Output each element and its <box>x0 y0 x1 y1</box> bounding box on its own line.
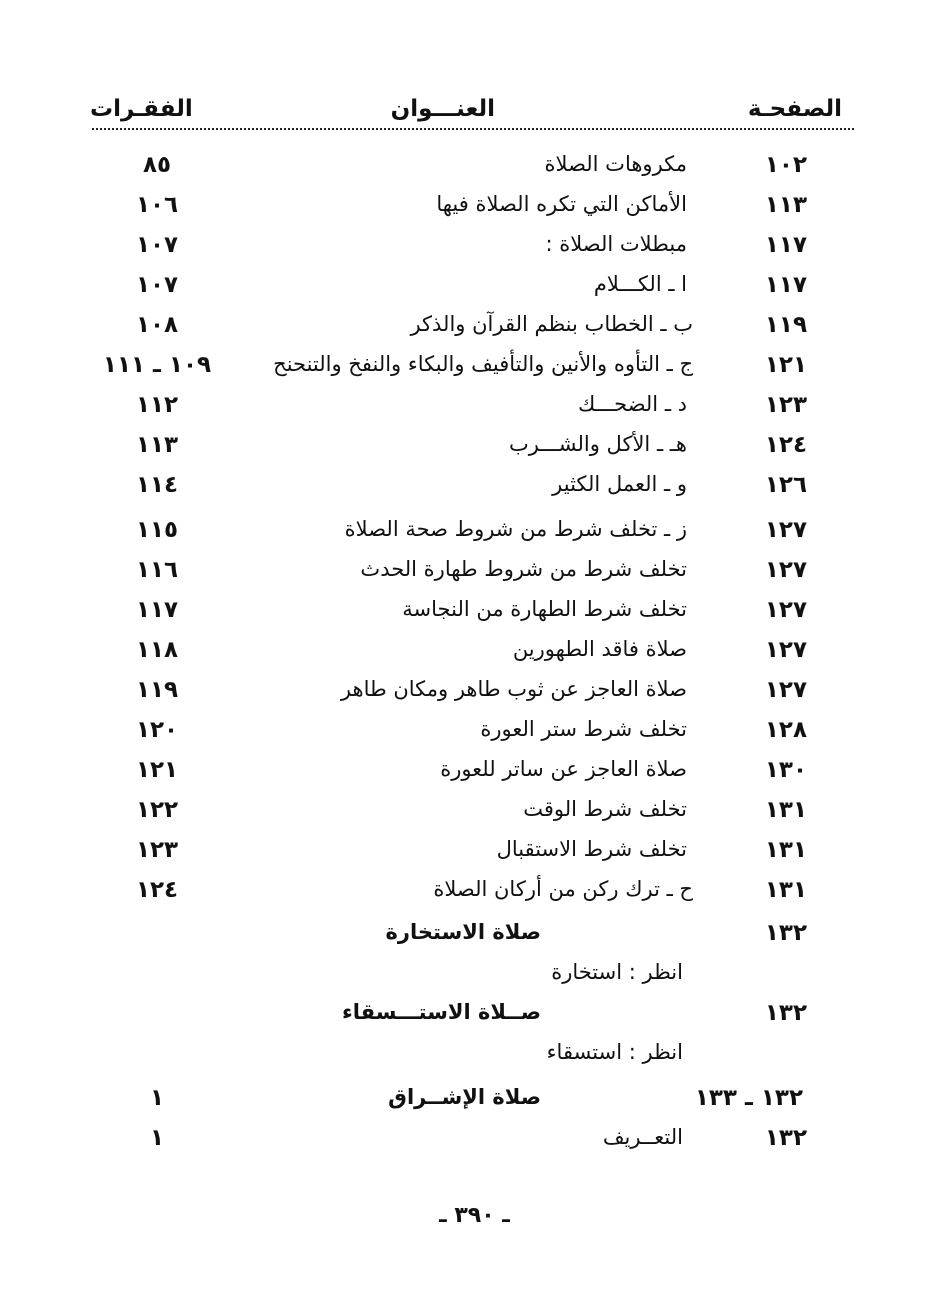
paragraphs-column-header: الفقـرات <box>90 96 193 122</box>
header-dotted-divider <box>92 128 854 130</box>
row-page: ١٣٢ <box>764 1125 807 1151</box>
row-title: تخلف شرط الطهارة من النجاسة <box>402 597 687 621</box>
row-paragraphs: ١١٨ <box>135 637 179 663</box>
table-row <box>0 797 949 831</box>
row-title: هـ ـ الأكل والشـــرب <box>508 432 687 456</box>
row-title: تخلف شرط ستر العورة <box>480 717 687 741</box>
table-row <box>0 1000 949 1034</box>
row-page: ١٢١ <box>764 352 807 378</box>
row-title: ج ـ التأوه والأنين والتأفيف والبكاء والنفخ والتنحنح <box>273 352 693 376</box>
row-page: ١٢٧ <box>764 557 807 583</box>
row-page: ١٠٢ <box>764 152 807 178</box>
row-title: التعــريف <box>602 1125 683 1149</box>
table-row <box>0 152 949 186</box>
row-paragraphs: ١١٤ <box>135 472 179 498</box>
row-paragraphs: ١١٧ <box>135 597 179 623</box>
row-title: ز ـ تخلف شرط من شروط صحة الصلاة <box>344 517 687 541</box>
table-row <box>0 312 949 346</box>
row-title: الأماكن التي تكره الصلاة فيها <box>436 192 687 216</box>
row-page: ١٣١ <box>764 797 807 823</box>
row-paragraphs: ١١٩ <box>135 677 179 703</box>
row-paragraphs: ١٢١ <box>135 757 179 783</box>
table-row <box>0 352 949 386</box>
row-title: صــلاة الاستـــسقاء <box>342 1000 541 1024</box>
row-paragraphs: ١٠٧ <box>135 272 179 298</box>
row-title: تخلف شرط الوقت <box>523 797 687 821</box>
row-page: ١٣٠ <box>764 757 807 783</box>
row-page: ١٣١ <box>764 837 807 863</box>
row-paragraphs: ١٠٦ <box>135 192 179 218</box>
row-paragraphs: ١٠٨ <box>135 312 179 338</box>
table-row <box>0 1040 949 1074</box>
row-title: صلاة الاستخارة <box>385 920 541 944</box>
row-page: ١٢٤ <box>764 432 807 458</box>
row-title: صلاة العاجز عن ثوب طاهر ومكان طاهر <box>340 677 687 701</box>
row-paragraphs: ١٢٤ <box>135 877 179 903</box>
row-paragraphs: ١١٢ <box>135 392 179 418</box>
table-row <box>0 232 949 266</box>
row-page: ١٣٢ ـ ١٣٣ <box>694 1085 803 1111</box>
row-page: ١٣١ <box>764 877 807 903</box>
row-title: تخلف شرط الاستقبال <box>496 837 687 861</box>
row-title: مبطلات الصلاة : <box>545 232 687 256</box>
table-row <box>0 717 949 751</box>
table-row <box>0 392 949 426</box>
row-title: صلاة الإشــراق <box>388 1085 541 1109</box>
row-page: ١٢٧ <box>764 517 807 543</box>
row-paragraphs: ٨٥ <box>142 152 172 178</box>
page-number: ـ ٣٩٠ ـ <box>439 1203 510 1228</box>
table-row <box>0 877 949 911</box>
table-row <box>0 637 949 671</box>
row-paragraphs: ١٢٣ <box>135 837 179 863</box>
table-row <box>0 517 949 551</box>
row-paragraphs: ١١٣ <box>135 432 179 458</box>
row-page: ١١٧ <box>764 232 807 258</box>
table-row <box>0 432 949 466</box>
table-row <box>0 1085 949 1119</box>
table-row <box>0 960 949 994</box>
row-title: ب ـ الخطاب بنظم القرآن والذكر <box>410 312 693 336</box>
row-page: ١١٣ <box>764 192 807 218</box>
row-paragraphs: ١٠٩ ـ ١١١ <box>102 352 212 378</box>
table-row <box>0 757 949 791</box>
row-title: و ـ العمل الكثير <box>552 472 687 496</box>
row-paragraphs: ١١٥ <box>135 517 179 543</box>
row-page: ١٣٢ <box>764 1000 807 1026</box>
row-title: تخلف شرط من شروط طهارة الحدث <box>360 557 687 581</box>
row-title: د ـ الضحـــك <box>577 392 687 416</box>
row-page: ١٢٣ <box>764 392 807 418</box>
row-title: انظر : استسقاء <box>546 1040 683 1064</box>
page-column-header: الصفحـة <box>747 96 842 122</box>
row-page: ١٢٨ <box>764 717 807 743</box>
row-title: ح ـ ترك ركن من أركان الصلاة <box>433 877 693 901</box>
row-title: انظر : استخارة <box>551 960 683 984</box>
row-paragraphs: ١٢٢ <box>135 797 179 823</box>
row-page: ١١٩ <box>764 312 807 338</box>
row-paragraphs: ١١٦ <box>135 557 179 583</box>
row-page: ١٢٧ <box>764 677 807 703</box>
row-page: ١٣٢ <box>764 920 807 946</box>
table-row <box>0 920 949 954</box>
row-title: مكروهات الصلاة <box>544 152 687 176</box>
table-header <box>90 88 850 132</box>
table-row <box>0 272 949 306</box>
table-row <box>0 1125 949 1159</box>
row-title: صلاة العاجز عن ساتر للعورة <box>440 757 687 781</box>
table-row <box>0 597 949 631</box>
row-paragraphs: ١ <box>149 1085 165 1111</box>
row-paragraphs: ١٢٠ <box>135 717 179 743</box>
row-title: صلاة فاقد الطهورين <box>512 637 687 661</box>
table-row <box>0 192 949 226</box>
table-row <box>0 472 949 506</box>
row-paragraphs: ١ <box>149 1125 165 1151</box>
title-column-header: العنـــوان <box>390 96 495 122</box>
row-title: ا ـ الكـــلام <box>593 272 687 296</box>
table-row <box>0 557 949 591</box>
row-page: ١٢٧ <box>764 597 807 623</box>
row-page: ١١٧ <box>764 272 807 298</box>
row-paragraphs: ١٠٧ <box>135 232 179 258</box>
row-page: ١٢٧ <box>764 637 807 663</box>
row-page: ١٢٦ <box>764 472 807 498</box>
table-row <box>0 837 949 871</box>
table-row <box>0 677 949 711</box>
